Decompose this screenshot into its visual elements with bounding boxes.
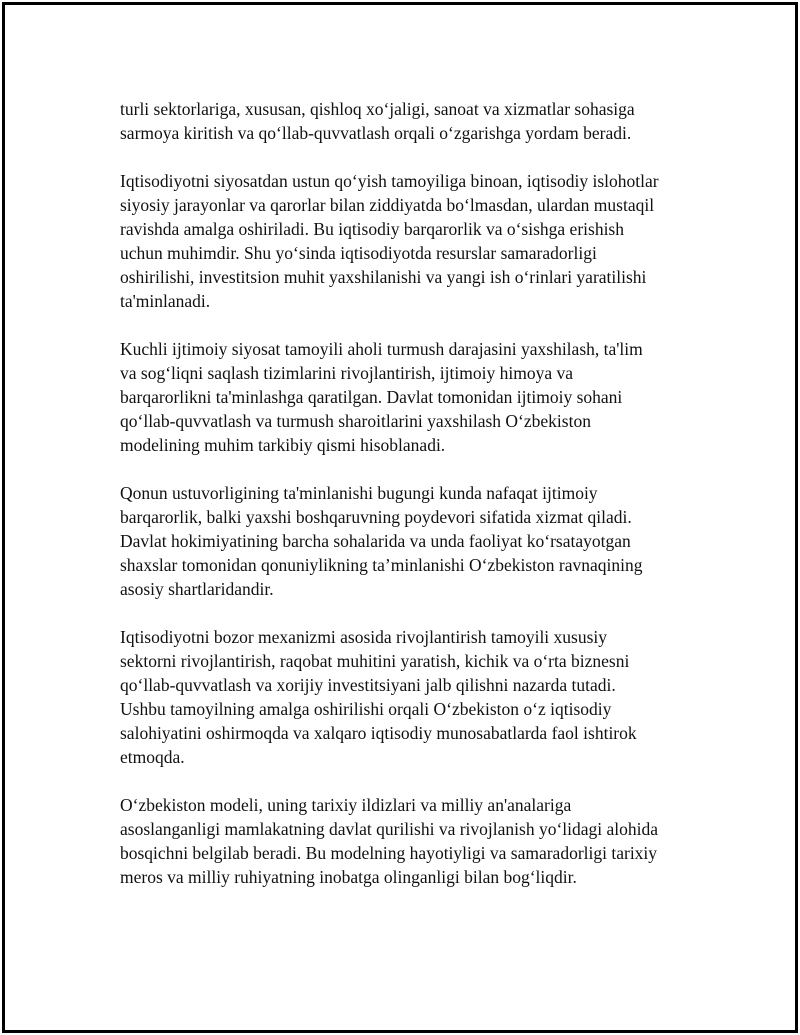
document-body — [120, 97, 705, 913]
paragraph: Iqtisodiyotni bozor mexanizmi asosida rivojlantirish tamoyili xususiy sektorni rivojlantirish, raqobat muhitini yaratish, kichik va o‘rta biznesni qo‘llab-quvvatlash va xorijiy investitsiyani jalb qilishni nazarda tutadi. Ushbu tamoyilning amalga oshirilishi orqali O‘zbekiston o‘z iqtisodiy salohiyatini oshirmoqda va xalqaro iqtisodiy munosabatlarda faol ishtirok etmoqda. — [120, 627, 637, 767]
paragraph: Kuchli ijtimoiy siyosat tamoyili aholi turmush darajasini yaxshilash, ta'lim va sog‘liqni saqlash tizimlarini rivojlantirish, ijtimoiy himoya va barqarorlikni ta'minlashga qaratilgan. Davlat tomonidan ijtimoiy sohani qo‘llab-quvvatlash va turmush sharoitlarini yaxshilash O‘zbekiston modelining muhim tarkibiy qismi hisoblanadi. — [120, 339, 643, 455]
paragraph: O‘zbekiston modeli, uning tarixiy ildizlari va milliy an'analariga asoslanganligi mamlakatning davlat qurilishi va rivojlanish yo‘lidagi alohida bosqichni belgilab beradi. Bu modelning hayotiyligi va samaradorligi tarixiy meros va milliy ruhiyatning inobatga olinganligi bilan bog‘liqdir. — [120, 795, 659, 887]
document-page — [2, 2, 798, 1033]
paragraph: Qonun ustuvorligining ta'minlanishi bugungi kunda nafaqat ijtimoiy barqarorlik, balki yaxshi boshqaruvning poydevori sifatida xizmat qiladi. Davlat hokimiyatining barcha sohalarida va unda faoliyat ko‘rsatayotgan shaxslar tomonidan qonuniylikning ta’minlanishi O‘zbekiston ravnaqining asosiy shartlaridandir. — [120, 483, 643, 599]
paragraph: turli sektorlariga, xususan, qishloq xo‘jaligi, sanoat va xizmatlar sohasiga sarmoya kiritish va qo‘llab-quvvatlash orqali o‘zgarishga yordam beradi. — [120, 99, 635, 143]
paragraph: Iqtisodiyotni siyosatdan ustun qo‘yish tamoyiliga binoan, iqtisodiy islohotlar siyosiy jarayonlar va qarorlar bilan ziddiyatda bo‘lmasdan, ulardan mustaqil ravishda amalga oshiriladi. Bu iqtisodiy barqarorlik va o‘sishga erishish uchun muhimdir. Shu yo‘sinda iqtisodiyotda resurslar samaradorligi oshirilishi, investitsion muhit yaxshilanishi va yangi ish o‘rinlari yaratilishi ta'minlanadi. — [120, 171, 659, 311]
